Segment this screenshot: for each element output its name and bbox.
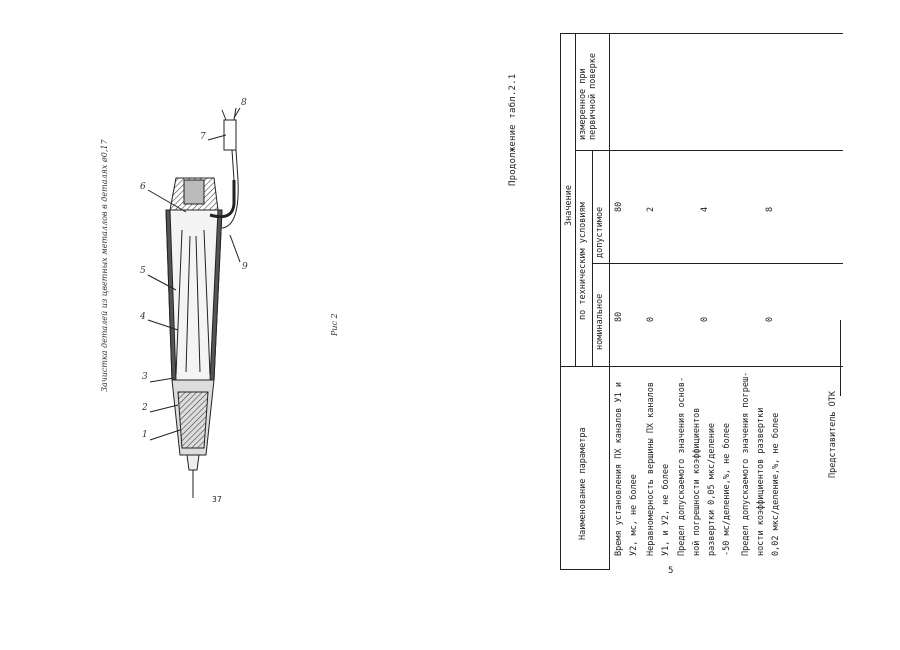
- otk-signature-label: Представитель ОТК: [828, 391, 838, 478]
- callout-7: 7: [200, 132, 206, 142]
- header-divider-vertical: [609, 33, 610, 570]
- row1-nominal: 80: [614, 311, 624, 322]
- row3-allowed: 4: [700, 206, 710, 212]
- row3-line1: Предел допускаемого значения основ-: [677, 376, 687, 556]
- row4-line2: ности коэффициентов развертки: [756, 407, 766, 556]
- measured-column-divider: [575, 150, 843, 151]
- row1-line1: Время установления ПХ каналов У1 и: [614, 382, 624, 556]
- table-left-border: [560, 33, 561, 570]
- callout-5: 5: [140, 266, 146, 276]
- callout-8: 8: [241, 98, 247, 108]
- row1-line2: У2, мс, не более: [629, 474, 639, 556]
- callout-2: 2: [142, 403, 148, 413]
- header-by-tech: по техническим условиям: [578, 202, 588, 320]
- row4-line3: 0,02 мкс/деление,%, не более: [771, 412, 781, 556]
- figure-label: Рис 2: [330, 313, 339, 336]
- header-nominal: номинальное: [595, 293, 605, 350]
- header-allowed: допустимое: [595, 206, 605, 258]
- row4-allowed: 8: [765, 206, 775, 212]
- row3-nominal: 0: [700, 316, 710, 322]
- callout-4: 4: [140, 312, 146, 322]
- callout-3: 3: [142, 372, 148, 382]
- row3-line4: -50 мс/деление,%, не более: [722, 422, 732, 556]
- header-value-group: Значение: [564, 185, 574, 226]
- row3-line3: развертки 0,05 мкс/деление: [707, 422, 717, 556]
- row3-line2: ной погрешности коэффициентов: [692, 407, 702, 556]
- tech-conditions-divider: [592, 150, 593, 366]
- drawing-caption: Зачистка деталей из цветных металлов в деталях ø0,17: [100, 139, 109, 392]
- row4-line1: Предел допускаемого значения погреш-: [741, 371, 751, 556]
- row2-line1: Неравномерность вершины ПХ каналов: [646, 382, 656, 556]
- nominal-allowed-divider: [592, 263, 843, 264]
- callout-9: 9: [242, 262, 248, 272]
- header-param-name: Наименование параметра: [578, 427, 588, 540]
- table-top-border: [560, 33, 843, 34]
- header-measured: измеренное при первичной поверке: [578, 53, 598, 140]
- table-continuation-title: Продолжение табл.2.1: [508, 73, 518, 186]
- row2-allowed: 2: [646, 206, 656, 212]
- row4-nominal: 0: [765, 316, 775, 322]
- callout-6: 6: [140, 182, 146, 192]
- page-number: 5: [668, 566, 674, 576]
- table-bottom-border: [560, 569, 610, 570]
- row1-allowed: 80: [614, 201, 624, 212]
- drawing-page-number: 37: [212, 495, 223, 504]
- signature-line: [840, 320, 841, 396]
- value-group-divider: [575, 33, 576, 366]
- row2-line2: У1, и У2, не более: [661, 463, 671, 556]
- param-column-divider: [560, 366, 843, 367]
- callout-1: 1: [142, 430, 148, 440]
- row2-nominal: 0: [646, 316, 656, 322]
